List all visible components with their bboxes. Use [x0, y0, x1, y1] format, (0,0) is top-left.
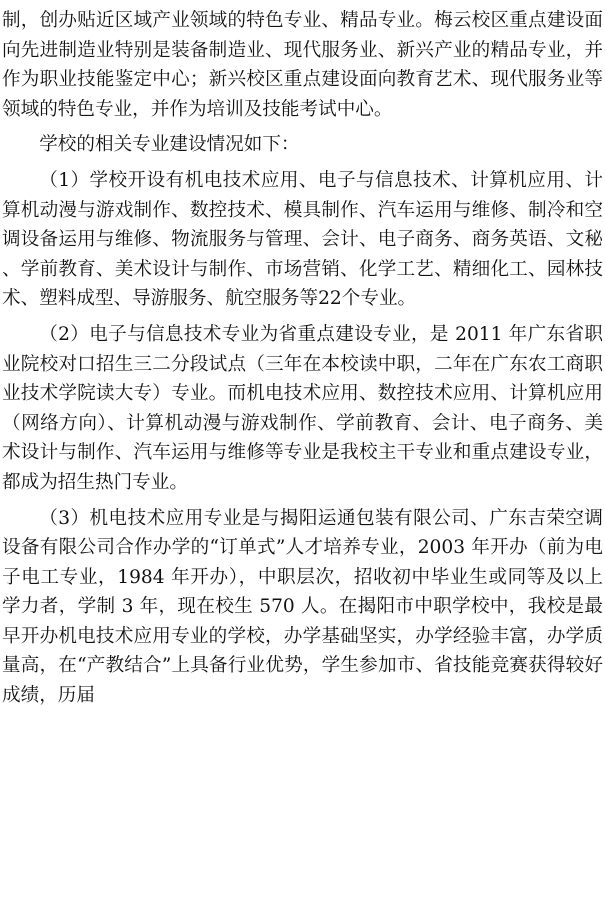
paragraph-item-1: （1）学校开设有机电技术应用、电子与信息技术、计算机应用、计算机动漫与游戏制作、数控技术、模具制作、汽车运用与维修、制冷和空调设备运用与维修、物流服务与管理、会计、电子商务、商务英语、文秘、学前教育、美术设计与制作、市场营销、化学工艺、精细化工、园林技术、塑料成型、导游服务、航空服务等22个专业。 [2, 169, 603, 310]
paragraph-item-3: （3）机电技术应用专业是与揭阳运通包装有限公司、广东吉荣空调设备有限公司合作办学的“订单式”人才培养专业，2003 年开办（前为电子电工专业，1984 年开办），中职层次，招收初中毕业生或同等及以上学力者，学制 3 年，现在校生 570 人。在揭阳市中职学校中，我校是最早开办机电技术应用专业的学校，办学基础坚实，办学经验丰富，办学质量高，在“产教结合”上具备行业优势，学生参加市、省技能竞赛获得较好成绩，历届 [2, 507, 603, 707]
paragraph-item-2: （2）电子与信息技术专业为省重点建设专业，是 2011 年广东省职业院校对口招生三二分段试点（三年在本校读中职，二年在广东农工商职业技术学院读大专）专业。而机电技术应用、数控技术应用、计算机应用（网络方向）、计算机动漫与游戏制作、学前教育、会计、电子商务、美术设计与制作、汽车运用与维修等专业是我校主干专业和重点建设专业，都成为招生热门专业。 [2, 323, 603, 493]
paragraph-intro: 学校的相关专业建设情况如下： [39, 134, 300, 156]
paragraph-continuation: 制，创办贴近区域产业领域的特色专业、精品专业。梅云校区重点建设面向先进制造业特别是装备制造业、现代服务业、新兴产业的精品专业，并作为职业技能鉴定中心；新兴校区重点建设面向教育艺术、现代服务业等领域的特色专业，并作为培训及技能考试中心。 [2, 10, 603, 120]
